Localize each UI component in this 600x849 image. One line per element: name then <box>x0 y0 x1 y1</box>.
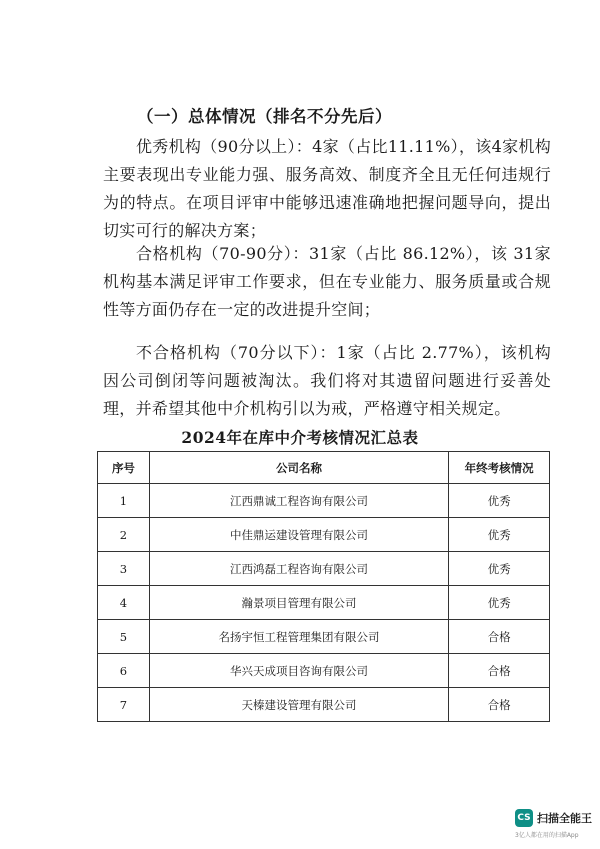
row-company: 名扬宇恒工程管理集团有限公司 <box>149 620 448 654</box>
table-title: 2024年在库中介考核情况汇总表 <box>181 428 419 447</box>
scanner-watermark <box>515 809 592 827</box>
row-company: 中佳鼎运建设管理有限公司 <box>149 518 448 552</box>
row-result: 合格 <box>449 654 550 688</box>
row-result: 合格 <box>449 620 550 654</box>
table-row <box>98 518 550 552</box>
row-result: 合格 <box>449 688 550 722</box>
row-result: 优秀 <box>449 484 550 518</box>
table-row <box>98 586 550 620</box>
table-row <box>98 654 550 688</box>
header-company: 公司名称 <box>149 452 448 484</box>
header-index: 序号 <box>98 452 150 484</box>
section-heading: （一）总体情况（排名不分先后） <box>137 107 392 126</box>
paragraph-unqualified: 不合格机构（70分以下）：1家（占比 2.77%），该机构因公司倒闭等问题被淘汰。我们将对其遗留问题进行妥善处理，并希望其他中介机构引以为戒，严格遵守相关规定。 <box>103 343 551 418</box>
paragraph-excellent: 优秀机构（90分以上）：4家（占比11.11%），该4家机构主要表现出专业能力强、服务高效、制度齐全且无任何违规行为的特点。在项目评审中能够迅速准确地把握问题导向，提出切实可行的解决方案； <box>103 137 551 240</box>
camscanner-logo-icon: CS <box>515 809 533 827</box>
row-index: 1 <box>98 484 150 518</box>
watermark-tagline: 3亿人都在用的扫描App <box>515 832 579 839</box>
table-row <box>98 620 550 654</box>
table-row <box>98 688 550 722</box>
row-index: 5 <box>98 620 150 654</box>
row-index: 3 <box>98 552 150 586</box>
row-result: 优秀 <box>449 518 550 552</box>
row-company: 江西鸿磊工程咨询有限公司 <box>149 552 448 586</box>
table-header-row <box>98 452 550 484</box>
watermark-name: 扫描全能王 <box>537 811 592 825</box>
row-index: 6 <box>98 654 150 688</box>
row-index: 4 <box>98 586 150 620</box>
row-index: 7 <box>98 688 150 722</box>
row-company: 瀚景项目管理有限公司 <box>149 586 448 620</box>
row-result: 优秀 <box>449 552 550 586</box>
row-company: 天榛建设管理有限公司 <box>149 688 448 722</box>
row-company: 江西鼎诚工程咨询有限公司 <box>149 484 448 518</box>
row-result: 优秀 <box>449 586 550 620</box>
header-result: 年终考核情况 <box>449 452 550 484</box>
table-row <box>98 484 550 518</box>
paragraph-qualified: 合格机构（70-90分）：31家（占比 86.12%），该 31家机构基本满足评审工作要求，但在专业能力、服务质量或合规性等方面仍存在一定的改进提升空间； <box>103 244 551 319</box>
row-index: 2 <box>98 518 150 552</box>
row-company: 华兴天成项目咨询有限公司 <box>149 654 448 688</box>
assessment-table <box>97 451 550 722</box>
table-row <box>98 552 550 586</box>
